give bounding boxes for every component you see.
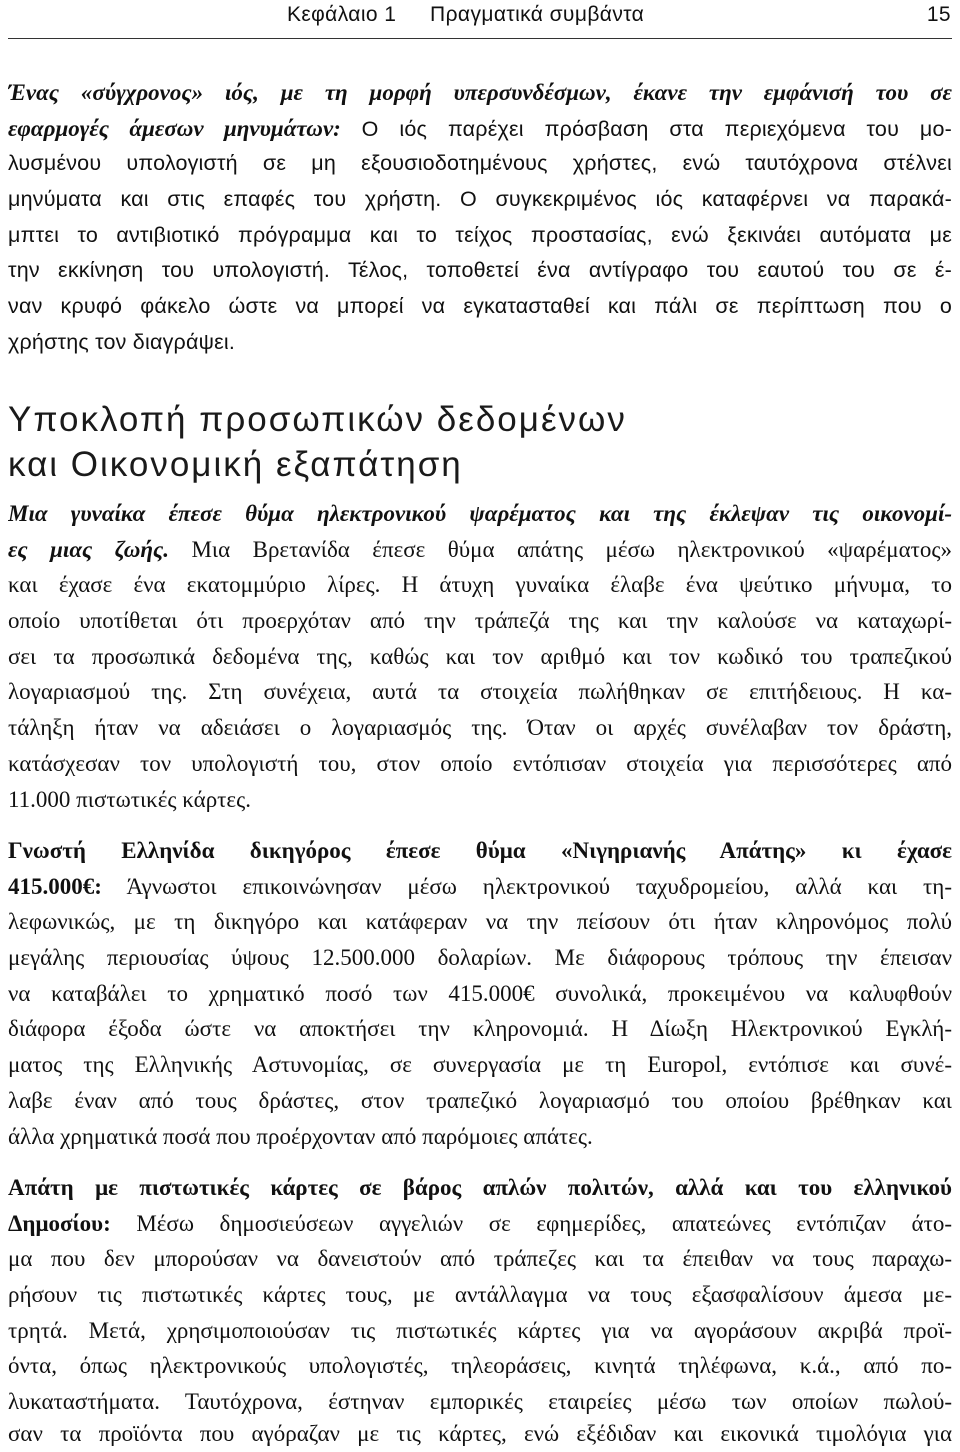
- text-line: να καταβάλει το χρηματικό ποσό των 415.000€ συνολικά, προκειμένου να καλυφθούν: [8, 980, 952, 1006]
- text-line: μπτει το αντιβιοτικό πρόγραμμα και το τείχος προστασίας, ενώ ξεκινάει αυτόματα με: [8, 222, 952, 247]
- paragraph-credit-card-fraud: [8, 1170, 952, 1448]
- text-line: ρήσουν τις πιστωτικές κάρτες τους, με αντάλλαγμα να τους εξασφαλίσουν άμεσα με-: [8, 1282, 952, 1308]
- chapter-title: Πραγματικά συμβάντα: [430, 3, 645, 26]
- paragraph-text: Μέσω δημοσιεύσεων αγγελιών σε εφημερίδες, απατεώνες εντόπιζαν άτο-: [136, 1210, 952, 1236]
- text-line: λεφωνικώς, με τη δικηγόρο και κατάφεραν να την πείσουν ότι ήταν κληρονόμος πολύ: [8, 909, 952, 935]
- paragraph-lead: ες μιας ζωής.: [8, 536, 170, 562]
- paragraph-text: Μια Βρετανίδα έπεσε θύμα απάτης μέσω ηλεκτρονικού «ψαρέματος»: [191, 536, 952, 562]
- text-line: [8, 111, 952, 147]
- text-line: την εκκίνηση του υπολογιστή. Τέλος, τοποθετεί ένα αντίγραφο του εαυτού του σε έ-: [8, 258, 952, 283]
- text-line: διάφορα έξοδα ώστε να αποκτήσει την κληρονομιά. Η Δίωξη Ηλεκτρονικού Εγκλή-: [8, 1016, 952, 1042]
- paragraph-lead: Απάτη με πιστωτικές κάρτες σε βάρος απλών πολιτών, αλλά και του ελληνικού: [8, 1175, 952, 1200]
- text-line: τρητά. Μετά, χρησιμοποιούσαν τις πιστωτικές κάρτες για να αγοράσουν ακριβά προϊ-: [8, 1317, 952, 1343]
- text-line: λαβε έναν από τους δράστες, στον τραπεζικό λογαριασμό του οποίου βρέθηκαν και: [8, 1087, 952, 1113]
- heading-line: Υποκλοπή προσωπικών δεδομένων: [8, 400, 627, 439]
- paragraph-lead: Γνωστή Ελληνίδα δικηγόρος έπεσε θύμα «Νιγηριανής Απάτης» κι έχασε: [8, 838, 952, 863]
- text-line: μηνύματα και στις επαφές του χρήστη. Ο συγκεκριμένος ιός καταφέρνει να παρακά-: [8, 187, 952, 212]
- text-line: κατάσχεσαν τον υπολογιστή του, στον οποίο εντόπισαν στοιχεία για περισσότερες από: [8, 750, 952, 776]
- text-line: [8, 496, 952, 532]
- text-line: όντα, όπως ηλεκτρονικούς υπολογιστές, τηλεοράσεις, κινητά τηλέφωνα, κ.ά., από πο-: [8, 1353, 952, 1379]
- page-number: 15: [926, 3, 951, 26]
- header-rule: [8, 38, 952, 39]
- text-line: λυσμένου υπολογιστή σε μη εξουσιοδοτημένους χρήστες, ενώ ταυτόχρονα στέλνει: [8, 151, 952, 176]
- text-line: λογαριασμού της. Στη συνέχεια, αυτά τα στοιχεία πωλήθηκαν σε επιτήδειους. Η κα-: [8, 679, 952, 705]
- text-line: οποίο υποτίθεται ότι προερχόταν από την τράπεζά της και την καλούσε να καταχωρί-: [8, 608, 952, 634]
- text-line: σει τα προσωπικά δεδομένα της, καθώς και τον αριθμό και τον κωδικό του τραπεζικού: [8, 643, 952, 669]
- text-line: μα που δεν μπορούσαν να δανειστούν από τράπεζες και τα έπειθαν να τους παραχω-: [8, 1246, 952, 1272]
- text-line: μεγάλης περιουσίας ύψους 12.500.000 δολαρίων. Με διάφορους τρόπους την έπεισαν: [8, 945, 952, 971]
- text-line: και έχασε ένα εκατομμύριο λίρες. Η άτυχη γυναίκα έλαβε ένα ψεύτικο μήνυμα, το: [8, 572, 952, 598]
- section-heading: [8, 397, 952, 487]
- paragraph-text: Ο ιός παρέχει πρόσβαση στα περιεχόμενα του μο-: [361, 116, 952, 141]
- paragraph-lead: εφαρμογές άμεσων μηνυμάτων:: [8, 115, 341, 141]
- heading-line: και Οικονομική εξαπάτηση: [8, 445, 463, 484]
- paragraph-lead: 415.000€:: [8, 873, 102, 899]
- text-line: [8, 75, 952, 111]
- text-line: [8, 1206, 952, 1242]
- text-line: λυκαταστήματα. Ταυτόχρονα, έστηναν εμπορικές εταιρείες μέσω των οποίων πωλού-: [8, 1389, 952, 1415]
- text-line: [8, 1170, 952, 1206]
- text-line: χρήστης τον διαγράψει.: [8, 329, 236, 354]
- paragraph-lead: Μια γυναίκα έπεσε θύμα ηλεκτρονικού ψαρέματος και της έκλεψαν τις οικονομί-: [8, 501, 952, 526]
- text-line: [8, 532, 952, 568]
- paragraph-text: Άγνωστοι επικοινώνησαν μέσω ηλεκτρονικού ταχυδρομείου, αλλά και τη-: [126, 873, 952, 899]
- text-line: τάληξη ήταν να αδειάσει ο λογαριασμός της. Όταν οι αρχές συνέλαβαν τον δράστη,: [8, 715, 952, 741]
- running-header: [0, 0, 960, 30]
- paragraph-lead: Ένας «σύγχρονος» ιός, με τη μορφή υπερσυνδέσμων, έκανε την εμφάνισή του σε: [8, 80, 952, 105]
- paragraph-lead: Δημοσίου:: [8, 1210, 111, 1236]
- text-line: [8, 869, 952, 905]
- chapter-label: Κεφάλαιο 1: [287, 3, 397, 26]
- text-line: σαν τα προϊόντα που αγόραζαν με τις κάρτες, ενώ εξέδιδαν και εικονικά τιμολόγια για: [8, 1420, 952, 1446]
- paragraph-phishing-victim: [8, 496, 952, 817]
- text-line: άλλα χρηματικά ποσά που προέρχονταν από παρόμοιες απάτες.: [8, 1123, 593, 1149]
- text-line: 11.000 πιστωτικές κάρτες.: [8, 786, 251, 812]
- text-line: [8, 833, 952, 869]
- paragraph-nigerian-scam: [8, 833, 952, 1154]
- text-line: ματος της Ελληνικής Αστυνομίας, σε συνεργασία με τη Europol, εντόπισε και συνέ-: [8, 1052, 952, 1078]
- text-line: ναν κρυφό φάκελο ώστε να μπορεί να εγκατασταθεί και πάλι σε περίπτωση που ο: [8, 294, 952, 319]
- paragraph-hyperlink-virus: [8, 75, 952, 361]
